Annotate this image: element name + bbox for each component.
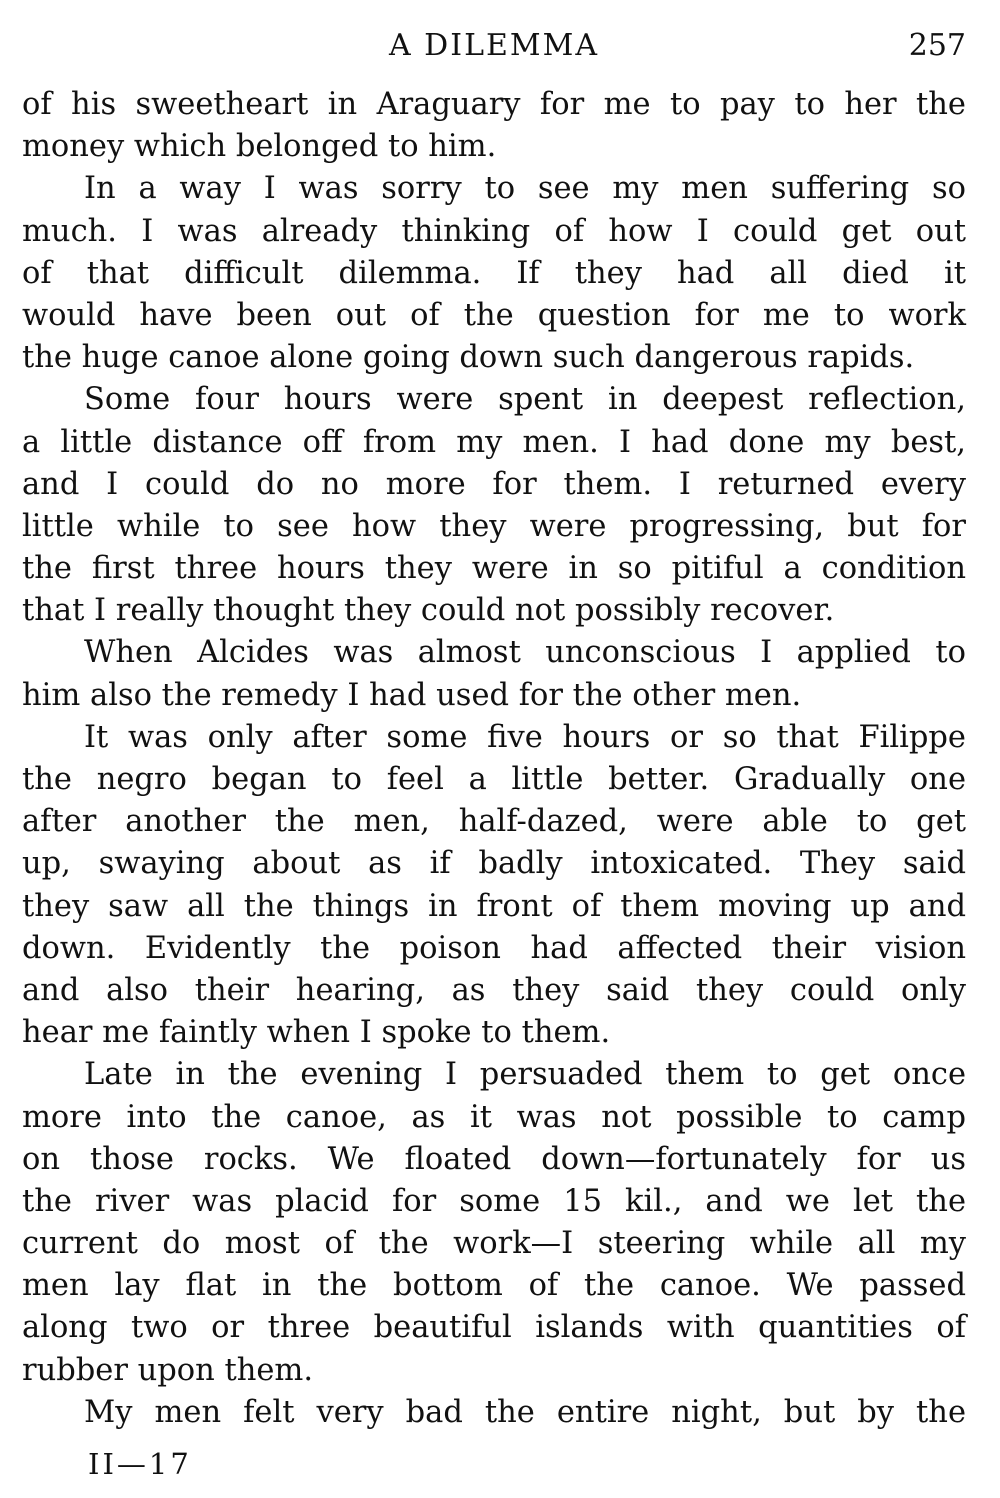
paragraph-first-line: In a way I was sorry to see my men suffering so xyxy=(84,171,966,207)
text-line: men lay flat in the bottom of the canoe. We passed xyxy=(22,1268,966,1304)
text-line: and also their hearing, as they said they could only xyxy=(22,972,966,1008)
text-line: they saw all the things in front of them moving up and xyxy=(22,888,966,924)
paragraph-first-line: When Alcides was almost unconscious I applied to xyxy=(84,635,966,671)
text-line: hear me faintly when I spoke to them. xyxy=(22,1015,611,1051)
paragraph-first-line: Some four hours were spent in deepest reflection, xyxy=(84,382,966,418)
text-line: little while to see how they were progressing, but for xyxy=(22,508,966,544)
text-line: the huge canoe alone going down such dangerous rapids. xyxy=(22,340,915,376)
text-line: up, swaying about as if badly intoxicated. They said xyxy=(22,846,966,882)
text-line: him also the remedy I had used for the other men. xyxy=(22,677,802,713)
text-line: after another the men, half-dazed, were able to get xyxy=(22,804,966,840)
text-line: rubber upon them. xyxy=(22,1352,314,1388)
text-line: of his sweetheart in Araguary for me to pay to her the xyxy=(22,87,966,122)
text-line: down. Evidently the poison had affected their vision xyxy=(22,930,966,966)
text-line: that I really thought they could not possibly recover. xyxy=(22,593,835,629)
text-line: money which belonged to him. xyxy=(22,129,497,165)
paragraph-first-line: Late in the evening I persuaded them to get once xyxy=(84,1057,966,1093)
text-line: and I could do no more for them. I returned every xyxy=(22,466,966,502)
paragraph-first-line: My men felt very bad the entire night, but by the xyxy=(84,1394,966,1430)
text-line: along two or three beautiful islands with quantities of xyxy=(22,1310,966,1346)
text-line: current do most of the work—I steering while all my xyxy=(22,1226,966,1262)
text-line: the first three hours they were in so pitiful a condition xyxy=(22,551,966,587)
text-line: would have been out of the question for me to work xyxy=(22,297,966,333)
page-number: 257 xyxy=(908,28,966,63)
text-line: more into the canoe, as it was not possible to camp xyxy=(22,1099,966,1135)
text-line: of that difficult dilemma. If they had all died it xyxy=(22,255,966,291)
text-line: a little distance off from my men. I had done my best, xyxy=(22,424,966,460)
signature-mark: II—17 xyxy=(88,1447,192,1481)
running-title: A DILEMMA xyxy=(388,28,600,63)
body-text xyxy=(22,84,966,1434)
text-line: the negro began to feel a little better. Gradually one xyxy=(22,762,966,797)
text-line: the river was placid for some 15 kil., and we let the xyxy=(22,1183,966,1219)
text-line: on those rocks. We floated down—fortunately for us xyxy=(22,1141,966,1177)
running-head xyxy=(22,24,966,68)
text-line: much. I was already thinking of how I could get out xyxy=(22,213,966,249)
paragraph-first-line: It was only after some five hours or so that Filippe xyxy=(84,719,966,755)
